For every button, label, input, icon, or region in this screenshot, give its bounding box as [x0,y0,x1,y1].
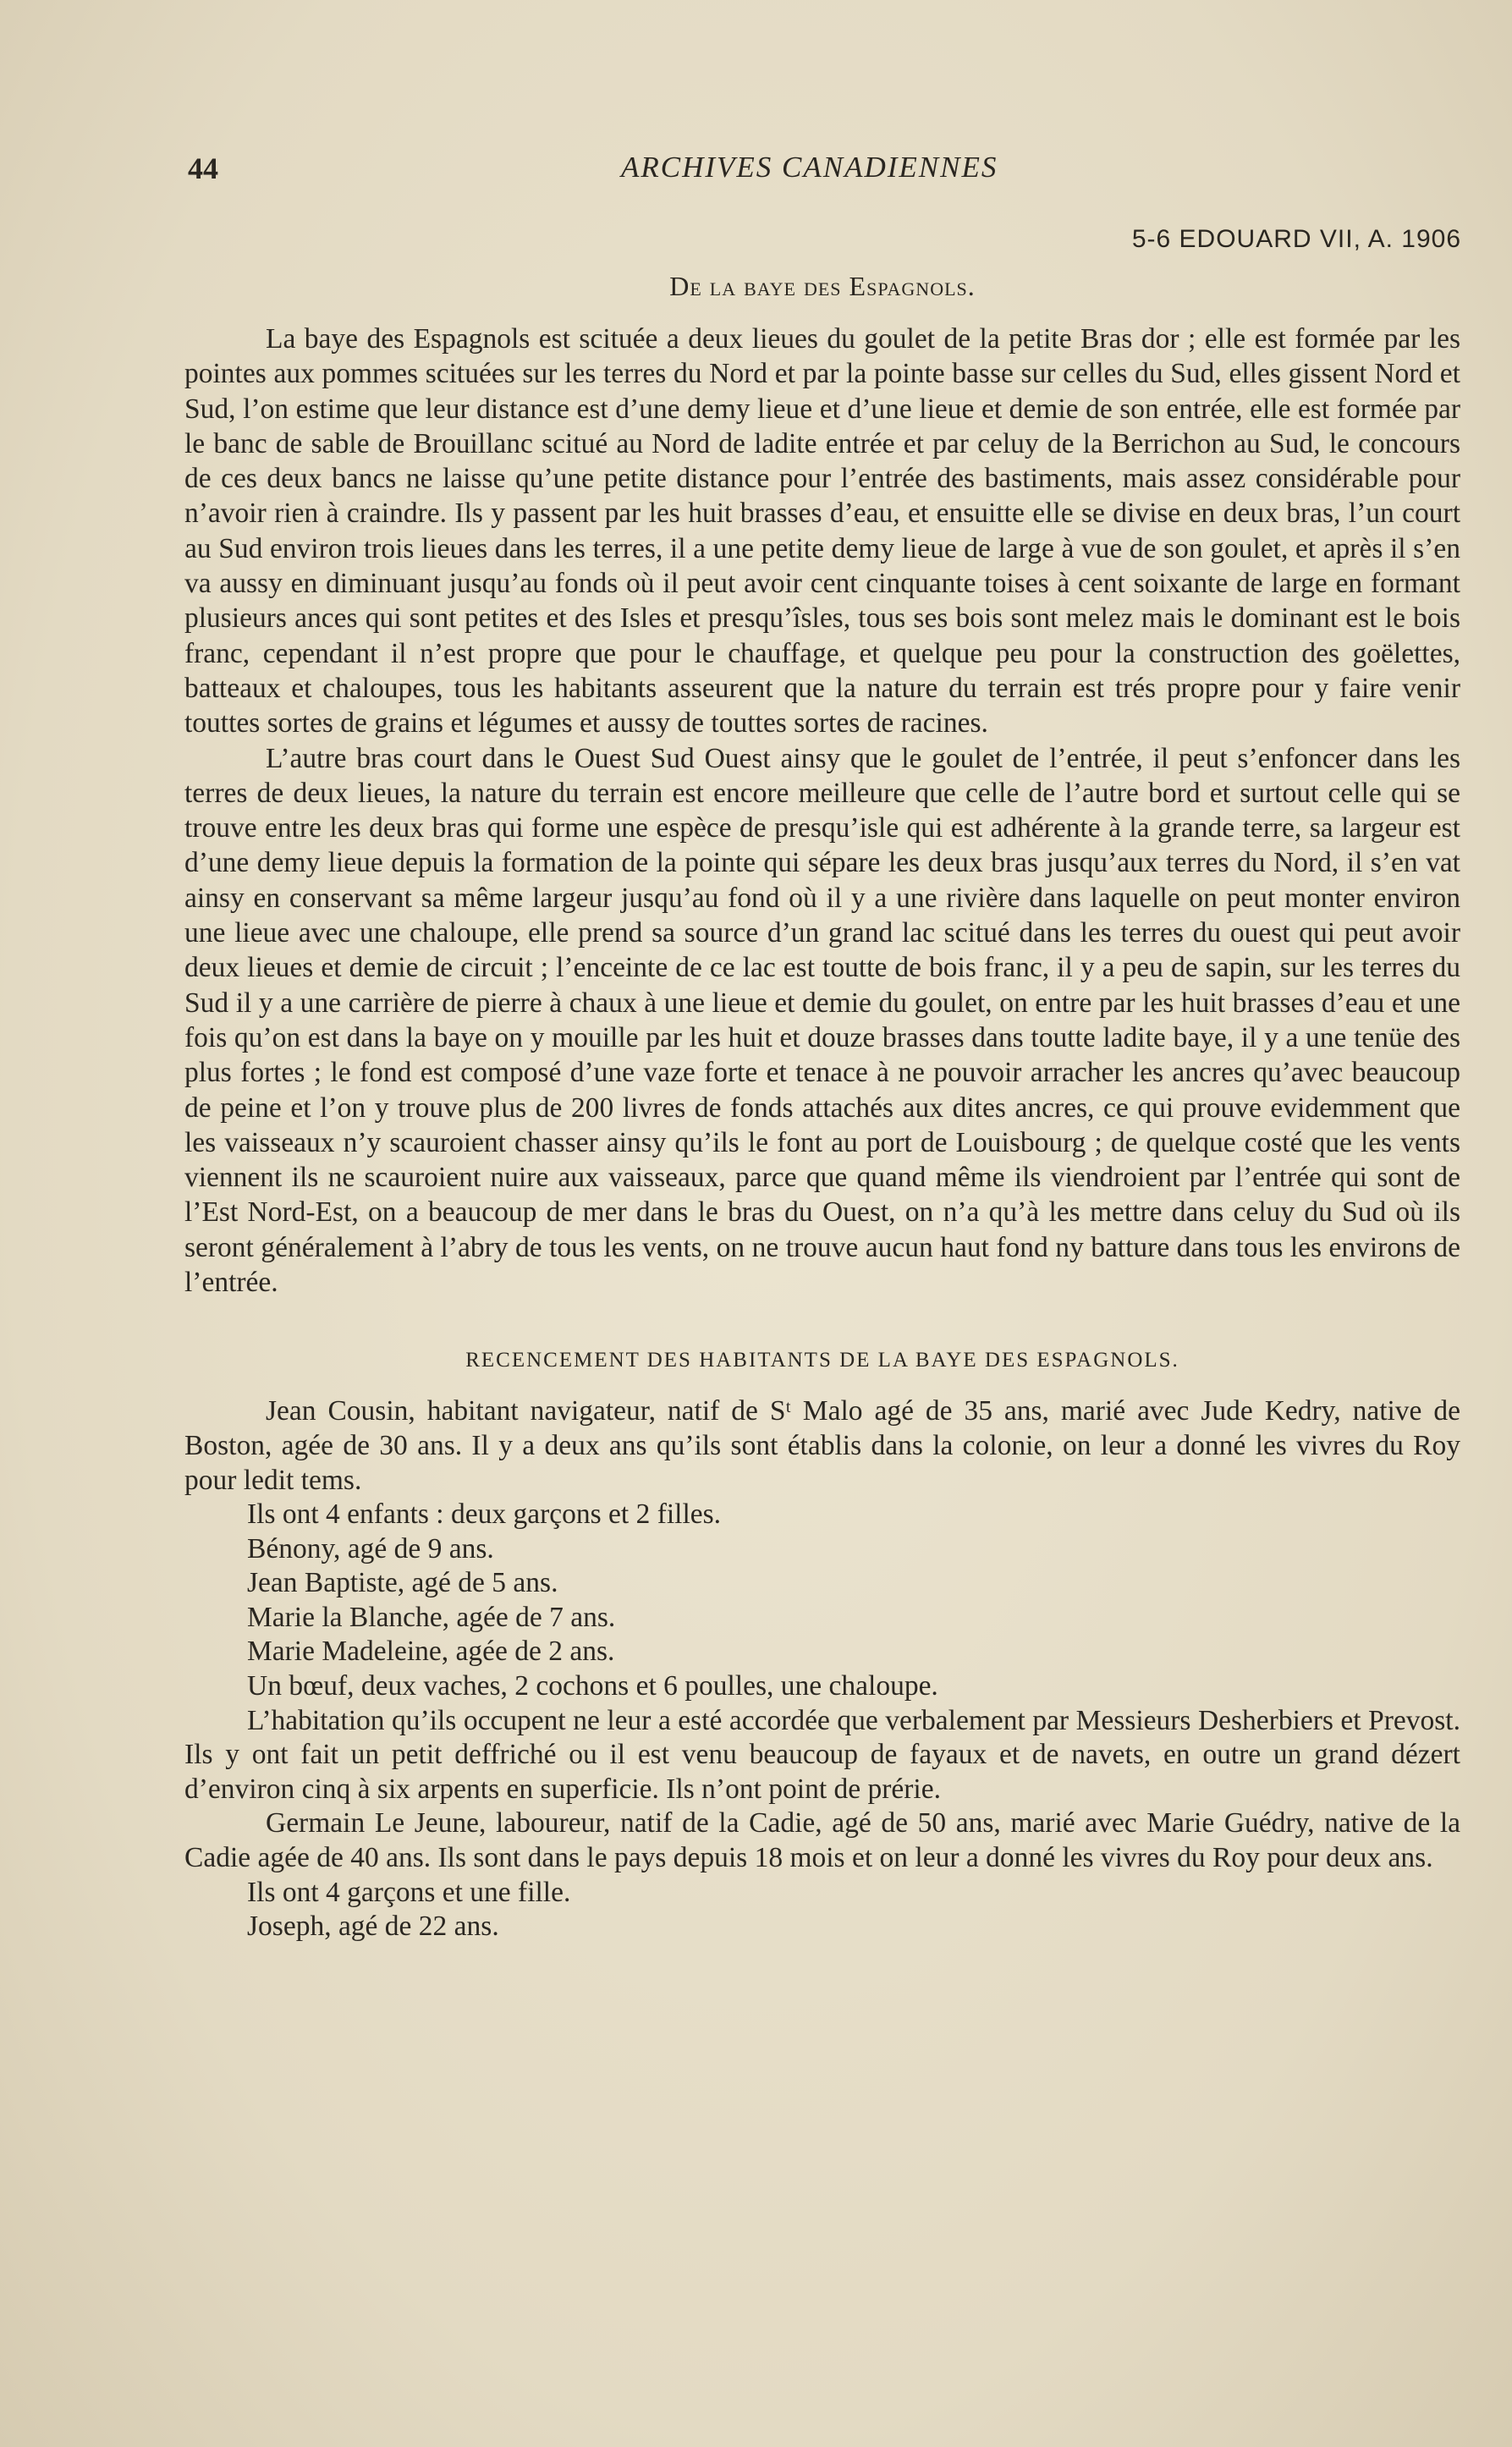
paragraph-autre-bras: L’autre bras court dans le Ouest Sud Ouest ainsy que le goulet de l’entrée, il peut s’enfoncer dans les terres de deux lieues, la nature du terrain est encore meilleure que celle de l’autre bord et surtout celle qui se trouve entre les deux bras qui forme une espèce de presqu’isle qui est adhérente à la grande terre, sa largeur est d’une demy lieue depuis la formation de la pointe qui sépare les deux bras jusqu’aux terres du Nord, il s’en vat ainsy en conservant sa même largeur jusqu’au fond où il y a une rivière dans laquelle on peut monter environ une lieue avec une chaloupe, elle prend sa source d’un grand lac scitué dans les terres du ouest qui peut avoir deux lieues et demie de circuit ; l’enceinte de ce lac est toutte de bois franc, il y a peu de sapin, sur les terres du Sud il y a une carrière de pierre à chaux à une lieue et demie du goulet, on entre par les huit brasses d’eau et une fois qu’on est dans la baye on y mouille par les huit et douze brasses dans toutte ladite baye, il y a une tenüe des plus fortes ; le fond est composé d’une vaze forte et tenace à ne pouvoir arracher les ancres qu’avec beaucoup de peine et l’on y trouve plus de 200 livres de fonds attachés aux dites ancres, ce qui prouve evidemment que les vaisseaux n’y scauroient chasser ainsy qu’ils le font au port de Louisbourg ; de quelque costé que les vents viennent ils ne scauroient nuire aux vaisseaux, parce que quand même ils viendroient par l’entrée qui sont de l’Est Nord-Est, on a beaucoup de mer dans le bras du Ouest, on n’a qu’à les mettre dans celuy du Sud où ils seront généralement à l’abry de tous les vents, on ne trouve aucun haut fond ny batture dans tous les environs de l’entrée. [184,742,1460,1299]
family-entry-cousin: Jean Cousin, habitant navigateur, natif de Sᵗ Malo agé de 35 ans, marié avec Jude Kedry, native de Boston, agée de 30 ans. Il y a deux ans qu’ils sont établis dans la colonie, on leur a donné les vivres du Roy pour ledit tems. [184,1395,1460,1496]
page-body [184,269,1460,1944]
dwelling-note: L’habitation qu’ils occupent ne leur a esté accordée que verbalement par Messieurs Desherbiers et Prevost. Ils y ont fait un petit deffriché ou il est venu beaucoup de fayaux et de navets, en outre un grand dézert d’environ cinq à six arpents en superficie. Ils n’ont point de prérie. [184,1704,1460,1805]
family-line: Marie Madeleine, agée de 2 ans. [247,1636,615,1668]
family-line: Marie la Blanche, agée de 7 ans. [247,1601,616,1633]
family-line: Un bœuf, deux vaches, 2 cochons et 6 poulles, une chaloupe. [247,1670,938,1702]
journal-title: ARCHIVES CANADIENNES [621,151,998,184]
family-entry-le-jeune: Germain Le Jeune, laboureur, natif de la Cadie, agé de 50 ans, marié avec Marie Guédry, native de la Cadie agée de 40 ans. Ils sont dans le pays depuis 18 mois et on leur a donné les vivres du Roy pour deux ans. [184,1807,1460,1874]
page-number: 44 [188,151,218,185]
section-title: De la baye des Espagnols. [669,271,976,301]
family-line: Ils ont 4 garçons et une fille. [247,1876,571,1908]
family-line: Jean Baptiste, agé de 5 ans. [247,1567,558,1599]
edition-label: 5-6 EDOUARD VII, A. 1906 [1131,225,1461,253]
family-line: Ils ont 4 enfants : deux garçons et 2 filles. [247,1498,722,1531]
census-title: RECENCEMENT DES HABITANTS DE LA BAYE DES ESPAGNOLS. [465,1349,1179,1372]
running-head [188,151,1461,253]
paragraph-baye-description: La baye des Espagnols est scituée a deux lieues du goulet de la petite Bras dor ; elle est formée par les pointes aux pommes scituées sur les terres du Nord et par la pointe basse sur celles du Sud, elles gissent Nord et Sud, l’on estime que leur distance est d’une demy lieue et d’une lieue et demie de son entrée, elle est formée par le banc de sable de Brouillanc scitué au Nord de ladite entrée et par celuy de la Berrichon au Sud, le concours de ces deux bancs ne laisse qu’une petite distance pour l’entrée des bastiments, mais assez considérable pour n’avoir rien à craindre. Ils y passent par les huit brasses d’eau, et ensuitte elle se divise en deux bras, l’un court au Sud environ trois lieues dans les terres, il a une petite demy lieue de large à vue de son goulet, et après il s’en va aussy en diminuant jusqu’au fonds où il peut avoir cent cinquante toises à cent soixante de large en formant plusieurs ances qui sont petites et des Isles et presqu’îsles, tous ses bois sont melez mais le dominant est le bois franc, cependant il n’est propre que pour le chauffage, et quelque peu pour la construction des goëlettes, batteaux et chaloupes, tous les habitants asseurent que la nature du terrain est trés propre pour y faire venir touttes sortes de grains et légumes et aussy de touttes sortes de racines. [184,323,1460,740]
family-line: Bénony, agé de 9 ans. [247,1532,494,1564]
family-line: Joseph, agé de 22 ans. [247,1911,499,1943]
